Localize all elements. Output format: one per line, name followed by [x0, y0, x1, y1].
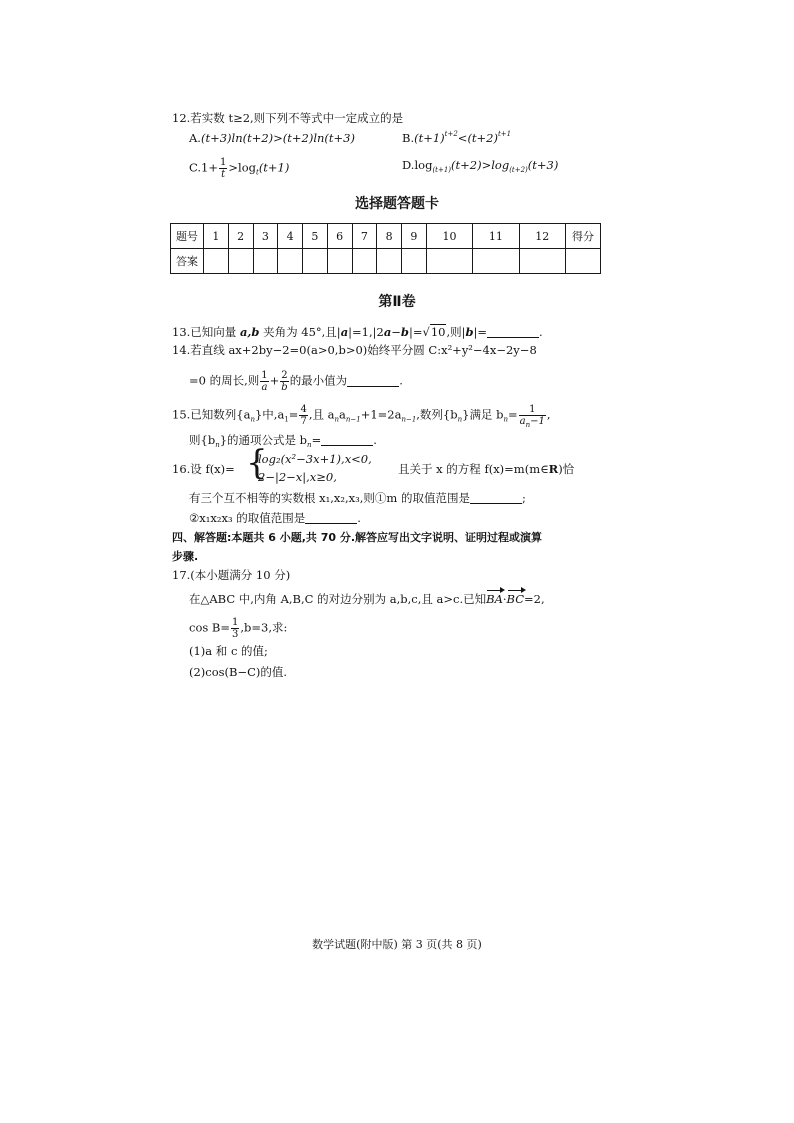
answer-cell: [377, 249, 402, 274]
answer-cell: [253, 249, 278, 274]
answer-card-table: [170, 223, 601, 274]
row-header-answer: 答案: [171, 249, 204, 274]
question-number-cell: 10: [426, 224, 472, 249]
question-number-cell: 8: [377, 224, 402, 249]
answer-cell: [473, 249, 519, 274]
answer-cell: [426, 249, 472, 274]
section4-instructions-line2: 步骤.: [172, 550, 199, 563]
answer-cell: [327, 249, 352, 274]
fraction-1-over-t: $\frac{1}{t}$: [220, 157, 227, 180]
q16-case1: log₂(x²−3x+1),x<0,: [258, 452, 372, 466]
score-cell: [566, 249, 601, 274]
q17-line1: 在△ABC 中,内角 A,B,C 的对边分别为 a,b,c,且 a>c.已知BA·BC=2,: [189, 592, 545, 606]
row-header-number: 题号: [171, 224, 204, 249]
q17-subquestion-2: (2)cos(B−C)的值.: [189, 665, 288, 679]
section4-instructions-line1: 四、解答题:本题共 6 小题,共 70 分.解答应写出文字说明、证明过程或演算: [172, 531, 543, 544]
vector-bc: BC: [506, 592, 525, 606]
q16-line3: ②x₁x₂x₃ 的取值范围是 .: [189, 511, 361, 525]
q15-answer-blank[interactable]: [321, 433, 373, 446]
q14-answer-blank[interactable]: [347, 374, 399, 387]
question-number-cell: 2: [228, 224, 253, 249]
score-header-cell: 得分: [566, 224, 601, 249]
question-number-cell: 9: [402, 224, 427, 249]
answer-card-title: 选择题答题卡: [355, 196, 439, 212]
question-number-cell: 12: [519, 224, 565, 249]
q17-line2: cos B= $\frac{1}{3}$ ,b=3,求:: [189, 617, 288, 640]
q16-post: 且关于 x 的方程 f(x)=m(m∈R)恰: [398, 462, 575, 476]
answer-cell: [278, 249, 303, 274]
answer-card-number-row: [171, 224, 601, 249]
question-number-cell: 11: [473, 224, 519, 249]
answer-card-answer-row: [171, 249, 601, 274]
piecewise-brace: {: [246, 443, 268, 483]
q16-answer-blank-1[interactable]: [470, 491, 522, 504]
q15-line2: 则$\{b_n\}$的通项公式是 $b_n=$ .: [189, 433, 377, 449]
q13: 13.已知向量 a,b 夹角为 45°,且|a|=1,|2a−b|=√10,则|b|= .: [172, 325, 543, 339]
question-number-cell: 1: [204, 224, 229, 249]
vector-ba: BA: [486, 592, 503, 606]
answer-cell: [519, 249, 565, 274]
answer-cell: [228, 249, 253, 274]
q17-subquestion-1: (1)a 和 c 的值;: [189, 644, 268, 658]
q14-line2: =0 的周长,则 $\frac{1}{a}$ + $\frac{2}{b}$ 的最小值为 .: [189, 370, 403, 393]
question-number-cell: 6: [327, 224, 352, 249]
answer-cell: [352, 249, 377, 274]
question-number-cell: 7: [352, 224, 377, 249]
part-two-title: 第Ⅱ卷: [378, 294, 416, 310]
q12-option-b: $B.(t+1)^{t+2}<(t+2)^{t+1}$: [402, 130, 512, 145]
q14-line1: 14.若直线 ax+2by−2=0(a>0,b>0)始终平分圆 C:x²+y²−4x−2y−8: [172, 343, 537, 357]
q13-answer-blank[interactable]: [487, 325, 539, 338]
question-number-cell: 5: [303, 224, 328, 249]
answer-cell: [204, 249, 229, 274]
q15-line1: 15.已知数列$\{a_n\}$中$,a_1=$ $\frac{4}{7}$ ,且 $a_na_{n-1}+1=2a_{n-1}$,数列$\{b_n\}$满足 $b_n=$ $\frac{1}{a_n-1}$ ,: [172, 404, 551, 429]
q16-case2: 2−|2−x|,x≥0,: [258, 470, 337, 484]
answer-cell: [402, 249, 427, 274]
q12-stem: 12.若实数 t≥2,则下列不等式中一定成立的是: [172, 111, 404, 125]
q12-option-d: $D.\log_{(t+1)}(t+2)>\log_{(t+2)}(t+3)$: [402, 158, 559, 174]
answer-cell: [303, 249, 328, 274]
q12-option-a: A.(t+3)ln(t+2)>(t+2)ln(t+3): [189, 131, 355, 145]
question-number-cell: 3: [253, 224, 278, 249]
q16-line2: 有三个互不相等的实数根 x₁,x₂,x₃,则①m 的取值范围是 ;: [189, 491, 526, 505]
q17-head: 17.(本小题满分 10 分): [172, 568, 291, 582]
q16-prefix: 16.设 f(x)=: [172, 462, 235, 476]
q12-option-c: C.1+ $\frac{1}{t}$ $>\log_t(t+1)$: [189, 157, 290, 180]
q16-answer-blank-2[interactable]: [305, 511, 357, 524]
question-number-cell: 4: [278, 224, 303, 249]
page-footer: 数学试题(附中版) 第 3 页(共 8 页): [312, 938, 482, 951]
